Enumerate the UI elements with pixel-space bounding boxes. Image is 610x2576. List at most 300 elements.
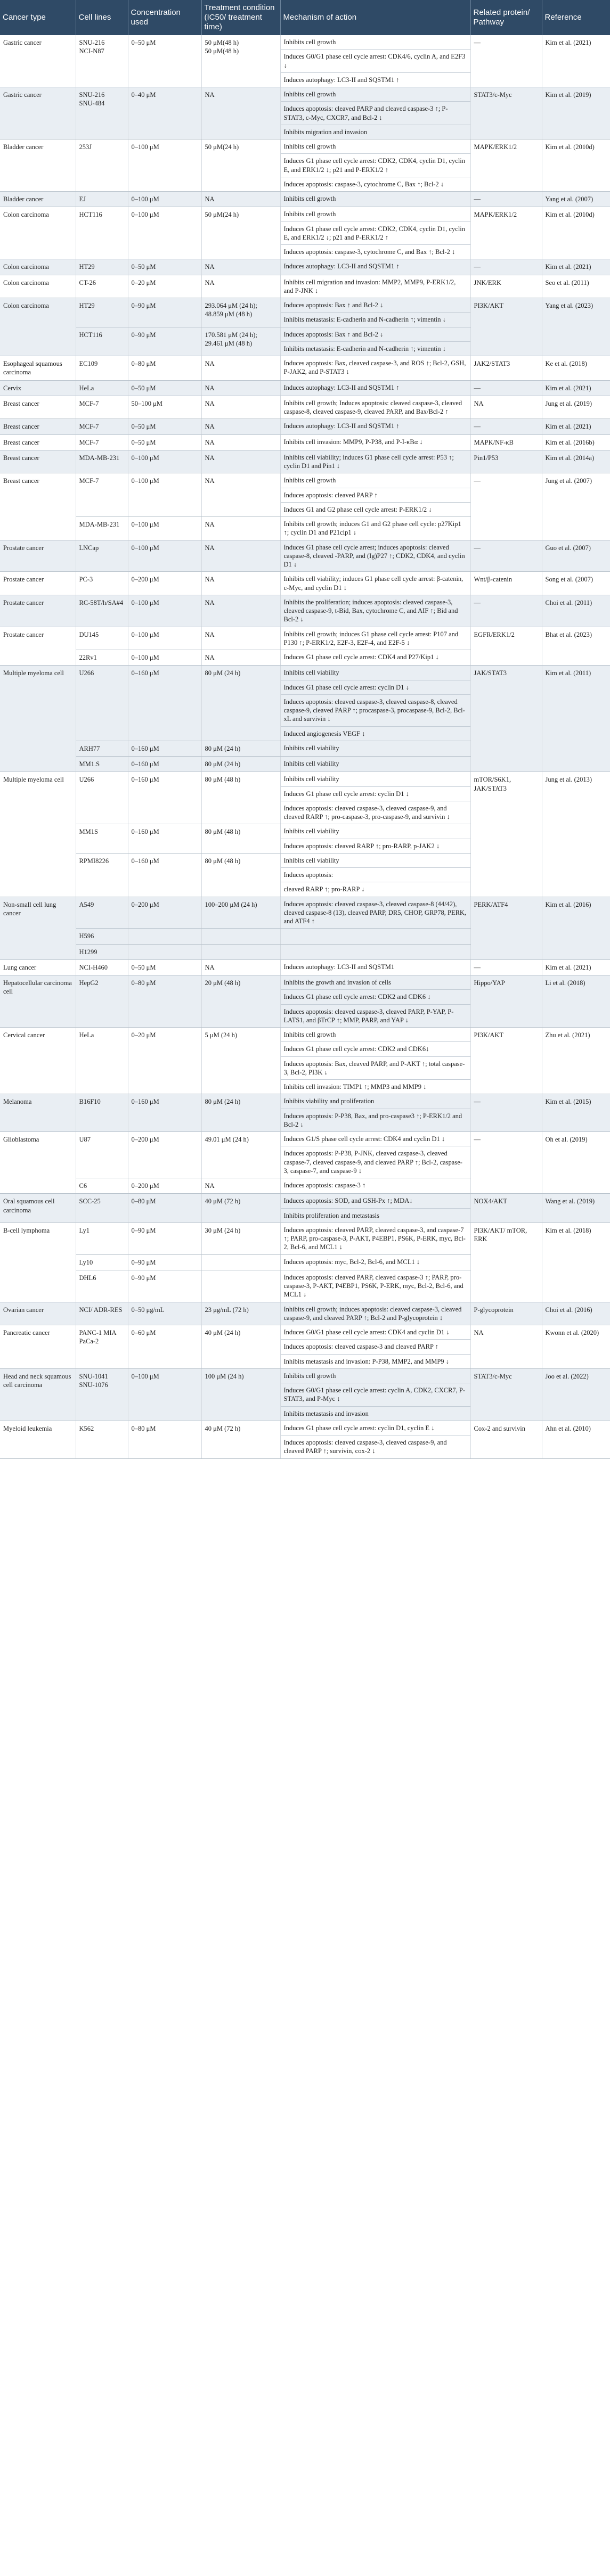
cell-treatment-condition: 50 μM(24 h) [201, 140, 280, 192]
cell-mechanism [280, 434, 470, 450]
mechanism-item [281, 945, 470, 950]
cell-treatment-condition: NA [201, 192, 280, 207]
mechanism-item: Induced angiogenesis VEGF ↓ [283, 729, 365, 737]
cell-treatment-condition: NA [201, 595, 280, 627]
cell-mechanism [280, 627, 470, 650]
cell-cancer-type: Colon carcinoma [0, 275, 76, 298]
cell-pathway: Wnt/β-catenin [470, 572, 542, 595]
cell-reference: Kim et al. (2021) [542, 959, 610, 975]
cell-treatment-condition [201, 944, 280, 959]
cell-reference: Zhu et al. (2021) [542, 1028, 610, 1094]
cell-reference: Kwonn et al. (2020) [542, 1325, 610, 1369]
cell-reference: Wang et al. (2019) [542, 1194, 610, 1223]
cell-line: U266 [76, 666, 128, 741]
cell-cancer-type: Cervix [0, 380, 76, 396]
mechanism-item: Inhibits cell growth; induces apoptosis: cleaved caspase-3, cleaved caspase-9, and cleaved PARP ↑; Bcl-2 and P-glycoprotein ↓ [283, 1305, 462, 1322]
cell-treatment-condition: 80 μM (24 h) [201, 757, 280, 772]
table-row [0, 396, 610, 419]
mechanism-item: Inhibits cell growth; induces G1 and G2 phase cell cycle: p27Kip1 ↑; cyclin D1 and P21cip1 ↓ [283, 520, 461, 537]
cell-concentration: 0–50 μM [128, 380, 201, 396]
table-row [0, 975, 610, 1028]
cell-reference: Yang et al. (2007) [542, 192, 610, 207]
cell-mechanism [280, 595, 470, 627]
cell-treatment-condition: NA [201, 87, 280, 140]
mechanism-item: Induces apoptosis: cleaved RARP ↑; pro-RARP, p-JAK2 ↓ [283, 842, 440, 850]
cell-line: SNU-216 SNU-484 [76, 87, 128, 140]
cell-line: SNU-216 NCI-N87 [76, 35, 128, 87]
mechanism-item: Induces apoptosis: Bax ↑ and Bcl-2 ↓ [281, 327, 470, 342]
table-row [0, 207, 610, 259]
mechanism-item: Induces apoptosis: P-P38, P-JNK, cleaved caspase-3, cleaved caspase-7, cleaved caspase-9, and cleaved PARP ↑; Bcl-2, caspase-3, caspase-7, and caspase-9 ↓ [283, 1150, 462, 1175]
table-row [0, 666, 610, 741]
mechanism-item: Inhibits cell viability; induces G1 phase cell cycle arrest: β-catenin, c-Myc, and cyclin D1 ↓ [283, 575, 463, 592]
cell-mechanism [280, 944, 470, 959]
table-row [0, 959, 610, 975]
cell-concentration: 0–100 μM [128, 192, 201, 207]
table-row [0, 1194, 610, 1223]
cell-cancer-type: Breast cancer [0, 434, 76, 450]
cell-mechanism [280, 1178, 470, 1194]
mechanism-item: Inhibits cell viability [281, 854, 470, 868]
cell-treatment-condition [201, 1254, 280, 1270]
cell-reference: Yang et al. (2023) [542, 298, 610, 356]
cell-concentration: 0–80 μM [128, 975, 201, 1028]
mechanism-item: Induces G1 phase cell cycle arrest: cyclin D1 ↓ [281, 680, 470, 695]
cell-line: ARH77 [76, 741, 128, 756]
mechanism-item: Induces G1/S phase cell cycle arrest: CDK4 and cyclin D1 ↓ [281, 1132, 470, 1146]
cell-mechanism [280, 275, 470, 298]
cell-pathway: P-glycoprotein [470, 1302, 542, 1325]
mechanism-item: Induces apoptosis: Bax, cleaved caspase-3, and ROS ↑; Bcl-2, GSH, P-JAK2, and P-STAT3 ↓ [283, 359, 466, 376]
header-reference: Reference [542, 0, 610, 35]
cell-cancer-type: Bladder cancer [0, 140, 76, 192]
table-row [0, 259, 610, 275]
cell-pathway: — [470, 473, 542, 540]
cell-reference: Kim et al. (2021) [542, 380, 610, 396]
header-concentration: Concentration used [128, 0, 201, 35]
cell-line: Ly10 [76, 1254, 128, 1270]
cell-mechanism [280, 741, 470, 756]
cell-line: MM1S [76, 824, 128, 854]
mechanism-item: Induces apoptosis: cleaved caspase-3, cleaved caspase-8 (44/42), cleaved caspase-8 (13), cleaved PARP, DR5, CHOP, GRP78, PERK, and ATF4 ↑ [283, 900, 467, 925]
cell-concentration: 0–90 μM [128, 1223, 201, 1254]
cell-mechanism [280, 757, 470, 772]
cell-concentration: 0–100 μM [128, 595, 201, 627]
mechanism-item: Induces apoptosis: SOD, and GSH-Px ↑; MDA↓ [281, 1194, 470, 1208]
cell-mechanism [280, 666, 470, 741]
cell-reference: Kim et al. (2018) [542, 1223, 610, 1302]
mechanism-item: Inhibits cell viability [283, 744, 339, 752]
cell-treatment-condition: NA [201, 380, 280, 396]
cell-pathway: MAPK/NF-κB [470, 434, 542, 450]
cell-line: C6 [76, 1178, 128, 1194]
cell-treatment-condition: NA [201, 356, 280, 381]
cell-concentration: 0–200 μM [128, 572, 201, 595]
mechanism-item: Induces G1 phase cell cycle arrest: CDK4 and P27/Kip1 ↓ [283, 653, 439, 661]
cell-cancer-type: Prostate cancer [0, 572, 76, 595]
cell-reference: Oh et al. (2019) [542, 1132, 610, 1194]
cell-pathway: — [470, 419, 542, 434]
cell-concentration: 0–100 μM [128, 627, 201, 650]
table-row [0, 1094, 610, 1132]
cell-treatment-condition: 293.064 μM (24 h); 48.859 μM (48 h) [201, 298, 280, 327]
cell-concentration: 0–90 μM [128, 1254, 201, 1270]
mechanism-item: Inhibits cell growth [281, 87, 470, 102]
cell-line: H596 [76, 929, 128, 944]
cell-mechanism [280, 419, 470, 434]
cell-pathway: PI3K/AKT/ mTOR, ERK [470, 1223, 542, 1302]
cell-cancer-type: Colon carcinoma [0, 259, 76, 275]
cell-cancer-type: Pancreatic cancer [0, 1325, 76, 1369]
table-row [0, 627, 610, 650]
cell-cancer-type: B-cell lymphoma [0, 1223, 76, 1302]
cell-concentration: 50–100 μM [128, 396, 201, 419]
cell-mechanism [280, 517, 470, 540]
cell-mechanism [280, 1421, 470, 1458]
cell-concentration: 0–80 μM [128, 356, 201, 381]
cell-concentration: 0–160 μM [128, 853, 201, 897]
mechanism-item: Inhibits cell viability [281, 772, 470, 786]
cell-reference: Bhat et al. (2023) [542, 627, 610, 666]
cell-pathway: STAT3/c-Myc [470, 87, 542, 140]
mechanism-item: Induces apoptosis: caspase-3, cytochrome C, Bax ↑; Bcl-2 ↓ [283, 180, 444, 188]
table-row [0, 1421, 610, 1458]
cell-mechanism [280, 1270, 470, 1302]
mechanism-item: Induces apoptosis: caspase-3, cytochrome C, and Bax ↑; Bcl-2 ↓ [283, 248, 456, 256]
cell-treatment-condition: NA [201, 396, 280, 419]
cell-treatment-condition: 100–200 μM (24 h) [201, 897, 280, 929]
cell-line: K562 [76, 1421, 128, 1458]
cell-mechanism [280, 1028, 470, 1094]
mechanism-item: Induces apoptosis: cleaved PARP and cleaved caspase-3 ↑; P-STAT3, c-Myc, CXCR7, and Bcl-2 ↓ [281, 102, 470, 125]
mechanism-item: Inhibits cell growth [281, 140, 470, 154]
cell-line: NCI/ ADR-RES [76, 1302, 128, 1325]
cell-cancer-type: Multiple myeloma cell [0, 772, 76, 897]
cell-pathway: JAK/STAT3 [470, 666, 542, 772]
mechanism-item: Induces apoptosis: myc, Bcl-2, Bcl-6, and MCL1 ↓ [283, 1258, 420, 1266]
cell-line: HT29 [76, 298, 128, 327]
cell-cancer-type: Non-small cell lung cancer [0, 897, 76, 959]
mechanism-item: Inhibits cell viability [281, 824, 470, 839]
cell-mechanism [280, 327, 470, 356]
cell-reference: Li et al. (2018) [542, 975, 610, 1028]
cell-treatment-condition: NA [201, 959, 280, 975]
cell-pathway: JAK2/STAT3 [470, 356, 542, 381]
cell-treatment-condition: NA [201, 450, 280, 473]
cell-line: CT-26 [76, 275, 128, 298]
mechanism-item: Induces apoptosis: cleaved caspase-3, cleaved caspase-9, and cleaved PARP ↑; survivin, cox-2 ↓ [283, 1439, 447, 1455]
mechanism-item: Inhibits metastasis: E-cadherin and N-cadherin ↑; vimentin ↓ [283, 344, 446, 352]
cell-mechanism [280, 1368, 470, 1421]
cell-reference: Kim et al. (2015) [542, 1094, 610, 1132]
table-row [0, 380, 610, 396]
cell-reference: Kim et al. (2021) [542, 259, 610, 275]
mechanism-item: Inhibits cell invasion: TIMP1 ↑; MMP3 and MMP9 ↓ [283, 1083, 427, 1090]
mechanism-item: Inhibits viability and proliferation [281, 1094, 470, 1109]
cell-reference: Kim et al. (2019) [542, 87, 610, 140]
cell-concentration [128, 944, 201, 959]
mechanism-item: Induces autophagy: LC3-II and SQSTM1 [283, 963, 395, 971]
cell-concentration: 0–100 μM [128, 540, 201, 572]
cell-line: 253J [76, 140, 128, 192]
cell-cancer-type: Gastric cancer [0, 35, 76, 87]
mechanism-item: Inhibits cell growth [281, 473, 470, 488]
table-row [0, 1223, 610, 1254]
mechanism-item: Inhibits the growth and invasion of cells [281, 975, 470, 990]
cell-line: MCF-7 [76, 396, 128, 419]
cell-cancer-type: Prostate cancer [0, 627, 76, 666]
cell-line: Ly1 [76, 1223, 128, 1254]
cell-reference: Kim et al. (2010d) [542, 207, 610, 259]
mechanism-item: Induces apoptosis: [281, 868, 470, 882]
cell-mechanism [280, 396, 470, 419]
cell-treatment-condition: 80 μM (24 h) [201, 666, 280, 741]
mechanism-item: Induces autophagy: LC3-II and SQSTM1 ↑ [283, 383, 400, 391]
mechanism-item: Induces G1 phase cell cycle arrest: CDK2, CDK4, cyclin D1, cyclin E, and ERK1/2 ↓; p21 and P-ERK1/2 ↑ [281, 222, 470, 245]
cell-line: HeLa [76, 380, 128, 396]
cell-line: EJ [76, 192, 128, 207]
cell-cancer-type: Myeloid leukemia [0, 1421, 76, 1458]
table-header [0, 0, 610, 35]
mechanism-item: Induces G1 and G2 phase cell cycle arrest: P-ERK1/2 ↓ [283, 505, 432, 513]
cell-mechanism [280, 259, 470, 275]
header-treatment-condition: Treatment condition (IC50/ treatment time) [201, 0, 280, 35]
cell-concentration: 0–100 μM [128, 473, 201, 517]
table-row [0, 1302, 610, 1325]
cell-treatment-condition: 5 μM (24 h) [201, 1028, 280, 1094]
cell-cancer-type: Esophageal squamous carcinoma [0, 356, 76, 381]
cell-treatment-condition [201, 929, 280, 944]
cell-mechanism [280, 853, 470, 897]
mechanism-item: Inhibits proliferation and metastasis [283, 1211, 379, 1219]
cell-treatment-condition: 80 μM (24 h) [201, 741, 280, 756]
cell-concentration: 0–100 μM [128, 1368, 201, 1421]
cell-cancer-type: Breast cancer [0, 473, 76, 540]
cell-treatment-condition: NA [201, 434, 280, 450]
cell-line: SCC-25 [76, 1194, 128, 1223]
cell-reference: Seo et al. (2011) [542, 275, 610, 298]
cell-reference: Kim et al. (2021) [542, 419, 610, 434]
cell-pathway: Pin1/P53 [470, 450, 542, 473]
mechanism-item: Inhibits migration and invasion [283, 128, 368, 136]
cell-concentration: 0–80 μM [128, 1194, 201, 1223]
cell-cancer-type: Breast cancer [0, 419, 76, 434]
cell-line: RPMI8226 [76, 853, 128, 897]
cell-line: MCF-7 [76, 419, 128, 434]
cell-reference: Ahn et al. (2010) [542, 1421, 610, 1458]
cell-mechanism [280, 1325, 470, 1369]
cell-concentration [128, 929, 201, 944]
mechanism-item: Inhibits metastasis and invasion: P-P38, MMP2, and MMP9 ↓ [283, 1357, 449, 1365]
mechanism-item: Inhibits the proliferation; induces apoptosis: cleaved caspase-3, cleaved caspase-9, t-Bid, Bax, cytochrome C, and AIF ↑; Bid and Bcl-2 ↓ [283, 598, 458, 624]
cell-concentration: 0–50 μM [128, 35, 201, 87]
table-row [0, 35, 610, 87]
mechanism-item: Induces apoptosis: P-P38, Bax, and pro-caspase3 ↑; P-ERK1/2 and Bcl-2 ↓ [283, 1112, 462, 1128]
mechanism-item: Induces autophagy: LC3-II and SQSTM1 ↑ [283, 422, 400, 430]
mechanism-item: Inhibits cell growth [283, 195, 336, 202]
table-row [0, 595, 610, 627]
mechanism-item: Induces G0/G1 phase cell cycle arrest: cyclin A, CDK2, CXCR7, P-STAT3, and P-Myc ↓ [281, 1383, 470, 1407]
cell-line: EC109 [76, 356, 128, 381]
cell-line: B16F10 [76, 1094, 128, 1132]
cell-treatment-condition: 80 μM (48 h) [201, 824, 280, 854]
cell-cancer-type: Ovarian cancer [0, 1302, 76, 1325]
cell-mechanism [280, 1132, 470, 1178]
cell-pathway: NA [470, 396, 542, 419]
mechanism-item: Inhibits metastasis and invasion [283, 1409, 369, 1417]
cell-pathway: — [470, 192, 542, 207]
cell-cancer-type: Oral squamous cell carcinoma [0, 1194, 76, 1223]
cell-treatment-condition: 40 μM (24 h) [201, 1325, 280, 1369]
cell-treatment-condition: 170.581 μM (24 h); 29.461 μM (48 h) [201, 327, 280, 356]
cell-cancer-type: Breast cancer [0, 450, 76, 473]
cell-treatment-condition: NA [201, 1178, 280, 1194]
cell-cancer-type: Bladder cancer [0, 192, 76, 207]
cell-mechanism [280, 380, 470, 396]
mechanism-item: Inhibits cell growth [281, 207, 470, 221]
cell-concentration: 0–160 μM [128, 741, 201, 756]
mechanism-item: Induces G1 phase cell cycle arrest: cyclin D1 ↓ [281, 787, 470, 801]
cell-concentration: 0–200 μM [128, 897, 201, 929]
cell-mechanism [280, 356, 470, 381]
table-row [0, 450, 610, 473]
cell-treatment-condition: 50 μM(24 h) [201, 207, 280, 259]
table-row [0, 192, 610, 207]
cell-reference: Jung et al. (2013) [542, 772, 610, 897]
cell-cancer-type: Glioblastoma [0, 1132, 76, 1194]
mechanism-item: Inhibits cell growth [281, 35, 470, 50]
table-row [0, 572, 610, 595]
cell-concentration: 0–160 μM [128, 772, 201, 824]
cell-treatment-condition [201, 1270, 280, 1302]
cell-mechanism [280, 192, 470, 207]
table-row [0, 356, 610, 381]
mechanism-item: Inhibits cell viability [283, 760, 339, 767]
cell-concentration: 0–200 μM [128, 1132, 201, 1178]
cell-cancer-type: Lung cancer [0, 959, 76, 975]
cell-reference: Kim et al. (2011) [542, 666, 610, 772]
cell-concentration: 0–90 μM [128, 327, 201, 356]
table-row [0, 540, 610, 572]
cell-line: HeLa [76, 1028, 128, 1094]
cell-concentration: 0–50 μM [128, 419, 201, 434]
cell-mechanism [280, 929, 470, 944]
cell-reference: Kim et al. (2014a) [542, 450, 610, 473]
cell-concentration: 0–100 μM [128, 140, 201, 192]
table-row [0, 87, 610, 140]
cell-reference: Joo et al. (2022) [542, 1368, 610, 1421]
cell-treatment-condition: NA [201, 627, 280, 650]
mechanism-item: Induces G1 phase cell cycle arrest: cyclin D1, cyclin E ↓ [281, 1421, 470, 1435]
cell-mechanism [280, 298, 470, 327]
table-row [0, 473, 610, 517]
cell-line: LNCap [76, 540, 128, 572]
cell-treatment-condition: 80 μM (48 h) [201, 853, 280, 897]
cell-line: MCF-7 [76, 434, 128, 450]
mechanism-item: Inhibits cell growth [281, 1028, 470, 1042]
cell-reference: Jung et al. (2019) [542, 396, 610, 419]
cell-concentration: 0–50 μM [128, 259, 201, 275]
cell-treatment-condition: 30 μM (24 h) [201, 1223, 280, 1254]
mechanism-item: Induces autophagy: LC3-II and SQSTM1 ↑ [283, 262, 400, 270]
cell-mechanism [280, 1223, 470, 1254]
cell-mechanism [280, 897, 470, 929]
cell-concentration: 0–90 μM [128, 1270, 201, 1302]
cell-treatment-condition: NA [201, 275, 280, 298]
cell-pathway: — [470, 1132, 542, 1194]
mechanism-item: Induces apoptosis: Bax, cleaved PARP, and P-AKT ↑; total caspase-3, Bcl-2, PI3K ↓ [281, 1057, 470, 1080]
mechanism-item: Induces apoptosis: cleaved PARP ↑ [281, 488, 470, 503]
header-cell-lines: Cell lines [76, 0, 128, 35]
cell-treatment-condition: NA [201, 259, 280, 275]
cell-cancer-type: Prostate cancer [0, 595, 76, 627]
cell-treatment-condition: 80 μM (24 h) [201, 1094, 280, 1132]
table-row [0, 897, 610, 929]
cell-concentration: 0–160 μM [128, 757, 201, 772]
table-row [0, 1325, 610, 1369]
cell-pathway: MAPK/ERK1/2 [470, 207, 542, 259]
cell-line: U87 [76, 1132, 128, 1178]
mechanism-item: Inhibits cell viability [281, 666, 470, 680]
cell-cancer-type: Colon carcinoma [0, 298, 76, 356]
cell-line: PANC-1 MIA PaCa-2 [76, 1325, 128, 1369]
mechanism-item: Induces autophagy: LC3-II and SQSTM1 ↑ [283, 76, 400, 84]
cell-pathway: — [470, 540, 542, 572]
cell-pathway: JNK/ERK [470, 275, 542, 298]
cell-pathway: EGFR/ERK1/2 [470, 627, 542, 666]
cell-reference: Jung et al. (2007) [542, 473, 610, 540]
cell-mechanism [280, 207, 470, 259]
cell-line: U266 [76, 772, 128, 824]
cell-treatment-condition: 80 μM (48 h) [201, 772, 280, 824]
header-pathway: Related protein/ Pathway [470, 0, 542, 35]
cell-reference: Ke et al. (2018) [542, 356, 610, 381]
cell-reference: Kim et al. (2016) [542, 897, 610, 959]
cell-treatment-condition: 20 μM (48 h) [201, 975, 280, 1028]
cell-treatment-condition: NA [201, 473, 280, 517]
cell-line: H1299 [76, 944, 128, 959]
cell-treatment-condition: NA [201, 419, 280, 434]
cell-pathway: STAT3/c-Myc [470, 1368, 542, 1421]
cell-mechanism [280, 450, 470, 473]
cell-treatment-condition: 50 μM(48 h) 50 μM(48 h) [201, 35, 280, 87]
cell-line: HCT116 [76, 327, 128, 356]
cell-concentration: 0–90 μM [128, 298, 201, 327]
cell-mechanism [280, 1094, 470, 1132]
cell-mechanism [280, 572, 470, 595]
cell-pathway: PI3K/AKT [470, 1028, 542, 1094]
cell-pathway: — [470, 595, 542, 627]
mechanism-item: Induces G1 phase cell cycle arrest; induces apoptosis: cleaved caspase-8, cleaved -PARP, and (Ig)P27 ↑; CDK2, CDK4, and cyclin D1 ↓ [283, 543, 465, 568]
header-mechanism: Mechanism of action [280, 0, 470, 35]
mechanism-item: Inhibits cell viability; induces G1 phase cell cycle arrest: P53 ↑; cyclin D1 and Pin1 ↓ [283, 453, 454, 470]
table-row [0, 1368, 610, 1421]
cell-concentration: 0–20 μM [128, 1028, 201, 1094]
cell-mechanism [280, 824, 470, 854]
cell-cancer-type: Breast cancer [0, 396, 76, 419]
cell-pathway: — [470, 259, 542, 275]
cell-concentration: 0–100 μM [128, 207, 201, 259]
table-row [0, 298, 610, 327]
cell-reference: Kim et al. (2010d) [542, 140, 610, 192]
cell-pathway: mTOR/S6K1, JAK/STAT3 [470, 772, 542, 897]
cell-line: HT29 [76, 259, 128, 275]
cell-reference: Kim et al. (2021) [542, 35, 610, 87]
cell-mechanism [280, 140, 470, 192]
cell-concentration: 0–50 μg/mL [128, 1302, 201, 1325]
mechanism-item: Inhibits cell growth [281, 1369, 470, 1383]
cell-treatment-condition: 40 μM (72 h) [201, 1421, 280, 1458]
